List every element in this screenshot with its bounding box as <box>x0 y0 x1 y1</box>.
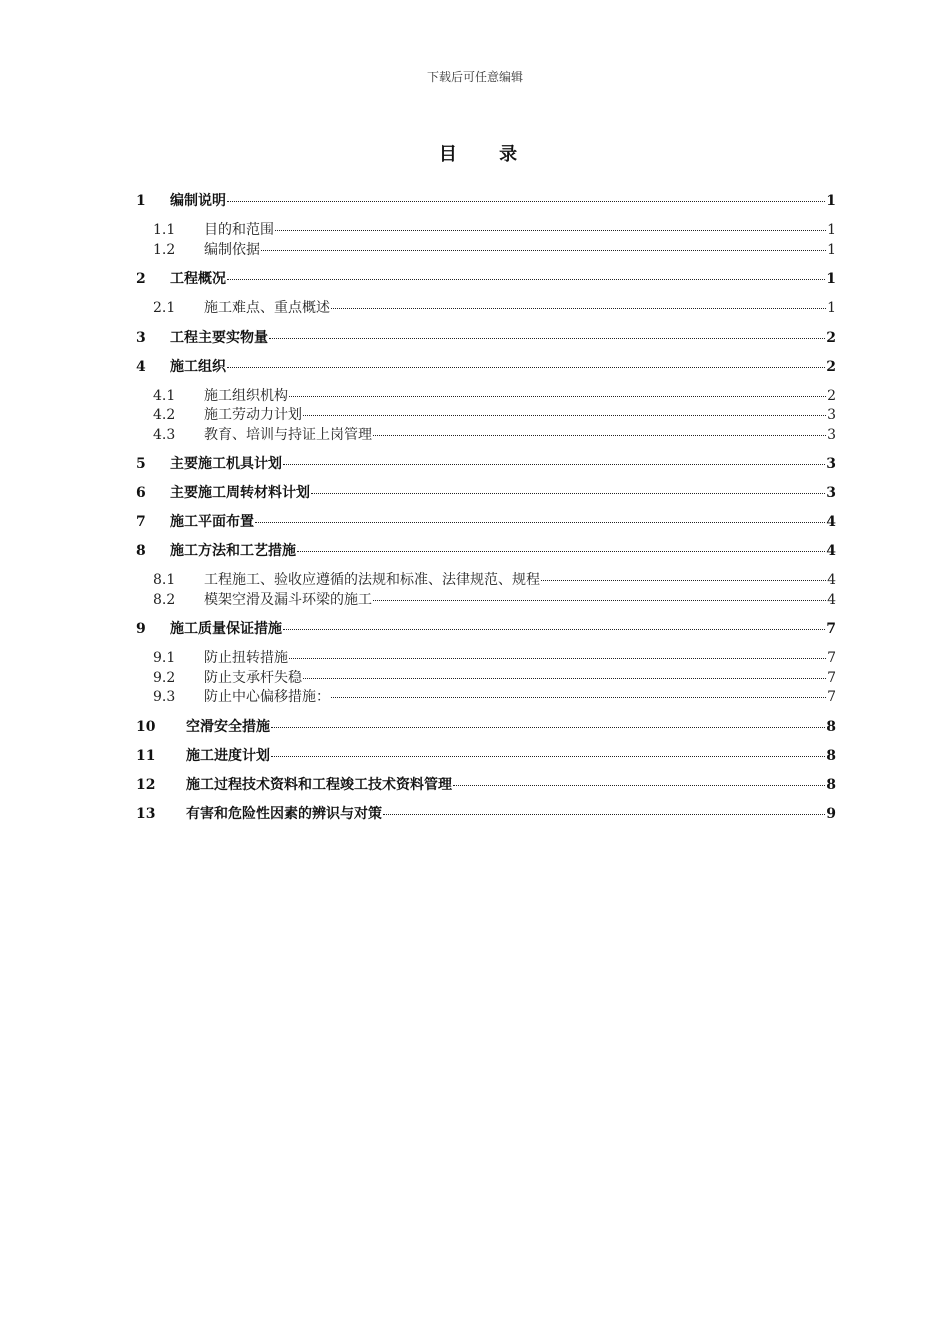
toc-entry-page: 1 <box>827 241 836 258</box>
toc-entry-number: 7 <box>136 514 146 530</box>
toc-dot-leader <box>227 200 825 202</box>
toc-dot-leader <box>283 628 825 630</box>
toc-entry-number: 13 <box>136 805 156 822</box>
toc-subentry[interactable] <box>136 241 836 261</box>
toc-entry-label: 编制说明 <box>170 193 226 209</box>
toc-entry-label: 主要施工机具计划 <box>170 456 282 472</box>
toc-entry[interactable] <box>136 484 836 503</box>
toc-entry-label: 编制依据 <box>204 241 260 258</box>
toc-entry-label: 防止扭转措施 <box>204 650 288 666</box>
toc-subentry[interactable] <box>136 688 836 708</box>
toc-entry-page: 8 <box>826 718 836 735</box>
toc-entry[interactable] <box>136 542 836 561</box>
toc-subentry[interactable] <box>136 406 836 426</box>
toc-entry-number: 8.2 <box>153 591 176 608</box>
toc-entry-number: 3 <box>136 329 146 346</box>
toc-entry-label: 工程施工、验收应遵循的法规和标准、法律规范、规程 <box>204 572 540 588</box>
toc-entry-page: 3 <box>827 407 836 423</box>
toc-entry-page: 4 <box>827 591 836 608</box>
toc-subentry[interactable] <box>136 669 836 689</box>
toc-entry-label: 施工劳动力计划 <box>204 407 302 423</box>
toc-entry-label: 防止支承杆失稳 <box>204 669 302 686</box>
toc-dot-leader <box>269 337 825 339</box>
toc-subentry[interactable] <box>136 571 836 591</box>
toc-entry[interactable] <box>136 718 836 737</box>
toc-dot-leader <box>373 434 826 436</box>
toc-dot-leader <box>541 579 826 581</box>
toc-dot-leader <box>303 677 826 679</box>
toc-entry[interactable] <box>136 805 836 824</box>
toc-entry-number: 9.1 <box>153 650 176 666</box>
toc-entry-page: 7 <box>826 621 836 637</box>
toc-entry-page: 3 <box>826 456 836 472</box>
toc-entry-number: 8.1 <box>153 572 176 588</box>
toc-entry-page: 4 <box>826 514 836 530</box>
toc-dot-leader <box>227 366 825 368</box>
toc-entry-label: 有害和危险性因素的辨识与对策 <box>186 805 382 822</box>
toc-entry-number: 12 <box>136 776 156 793</box>
toc-entry-page: 7 <box>827 669 836 686</box>
toc-dot-leader <box>331 696 826 698</box>
toc-entry-label: 施工难点、重点概述 <box>204 300 330 316</box>
toc-entry-page: 4 <box>826 543 836 559</box>
toc-dot-leader <box>289 395 826 397</box>
toc-entry-number: 9.3 <box>153 689 176 705</box>
toc-entry-page: 1 <box>826 271 836 287</box>
header-note: 下载后可任意编辑 <box>426 70 523 84</box>
toc-entry-page: 3 <box>826 485 836 501</box>
toc-entry[interactable] <box>136 358 836 377</box>
toc-dot-leader <box>331 307 826 309</box>
toc-entry-page: 4 <box>827 572 836 588</box>
toc-entry-number: 1.2 <box>153 241 176 258</box>
toc-title: 目 录 <box>438 144 536 165</box>
toc-entry-page: 7 <box>827 650 836 666</box>
toc-entry-page: 2 <box>826 358 836 375</box>
toc-entry-page: 8 <box>826 747 836 764</box>
toc-entry-label: 施工方法和工艺措施 <box>170 543 296 559</box>
toc-entry-label: 模架空滑及漏斗环梁的施工 <box>204 591 372 608</box>
toc-dot-leader <box>373 599 826 601</box>
toc-entry-page: 2 <box>827 387 836 404</box>
toc-entry-label: 教育、培训与持证上岗管理 <box>204 426 372 443</box>
toc-dot-leader <box>453 784 825 786</box>
toc-entry[interactable] <box>136 620 836 639</box>
toc-dot-leader <box>383 813 825 815</box>
toc-entry-number: 2.1 <box>153 300 176 316</box>
toc-entry-label: 主要施工周转材料计划 <box>170 485 310 501</box>
toc-entry[interactable] <box>136 513 836 532</box>
toc-dot-leader <box>283 463 825 465</box>
toc-entry-label: 施工过程技术资料和工程竣工技术资料管理 <box>186 776 452 793</box>
toc-entry-page: 3 <box>827 426 836 443</box>
toc-entry-page: 1 <box>827 222 836 238</box>
toc-entry[interactable] <box>136 270 836 289</box>
toc-entry-number: 9.2 <box>153 669 176 686</box>
toc-entry-number: 2 <box>136 271 146 287</box>
toc-dot-leader <box>271 755 825 757</box>
toc-subentry[interactable] <box>136 387 836 407</box>
toc-dot-leader <box>289 657 826 659</box>
toc-entry-number: 1.1 <box>153 222 176 238</box>
toc-dot-leader <box>275 229 826 231</box>
toc-entry-page: 2 <box>826 329 836 346</box>
toc-subentry[interactable] <box>136 591 836 611</box>
table-of-contents <box>136 192 836 824</box>
toc-dot-leader <box>311 492 825 494</box>
toc-subentry[interactable] <box>136 299 836 319</box>
toc-entry-label: 施工平面布置 <box>170 514 254 530</box>
toc-entry-number: 8 <box>136 543 146 559</box>
toc-entry-label: 目的和范围 <box>204 222 274 238</box>
toc-entry[interactable] <box>136 747 836 766</box>
toc-subentry[interactable] <box>136 426 836 446</box>
toc-entry[interactable] <box>136 776 836 795</box>
toc-entry-number: 4.1 <box>153 387 176 404</box>
toc-entry-number: 4.3 <box>153 426 176 443</box>
toc-entry-page: 9 <box>826 805 836 822</box>
toc-entry-label: 施工组织机构 <box>204 387 288 404</box>
toc-dot-leader <box>303 414 826 416</box>
toc-dot-leader <box>261 249 826 251</box>
toc-entry-number: 5 <box>136 456 146 472</box>
toc-entry-label: 空滑安全措施 <box>186 718 270 735</box>
toc-entry-page: 7 <box>827 689 836 705</box>
toc-dot-leader <box>255 521 825 523</box>
toc-entry-label: 防止中心偏移措施： <box>204 689 330 705</box>
toc-dot-leader <box>227 278 825 280</box>
toc-entry[interactable] <box>136 192 836 211</box>
toc-entry[interactable] <box>136 329 836 348</box>
toc-entry-number: 4 <box>136 358 146 375</box>
toc-entry-page: 1 <box>826 193 836 209</box>
toc-entry-number: 1 <box>136 193 146 209</box>
toc-subentry[interactable] <box>136 649 836 669</box>
toc-dot-leader <box>271 726 825 728</box>
toc-entry-number: 10 <box>136 718 156 735</box>
toc-entry-number: 6 <box>136 485 146 501</box>
toc-subentry[interactable] <box>136 221 836 241</box>
toc-entry-number: 4.2 <box>153 407 176 423</box>
toc-entry-label: 施工质量保证措施 <box>170 621 282 637</box>
toc-entry-label: 工程概况 <box>170 271 226 287</box>
toc-entry[interactable] <box>136 455 836 474</box>
toc-entry-label: 施工组织 <box>170 358 226 375</box>
toc-entry-page: 1 <box>827 300 836 316</box>
toc-entry-number: 9 <box>136 621 146 637</box>
toc-entry-number: 11 <box>136 747 156 764</box>
toc-dot-leader <box>297 550 825 552</box>
toc-entry-page: 8 <box>826 776 836 793</box>
toc-entry-label: 施工进度计划 <box>186 747 270 764</box>
toc-entry-label: 工程主要实物量 <box>170 329 268 346</box>
